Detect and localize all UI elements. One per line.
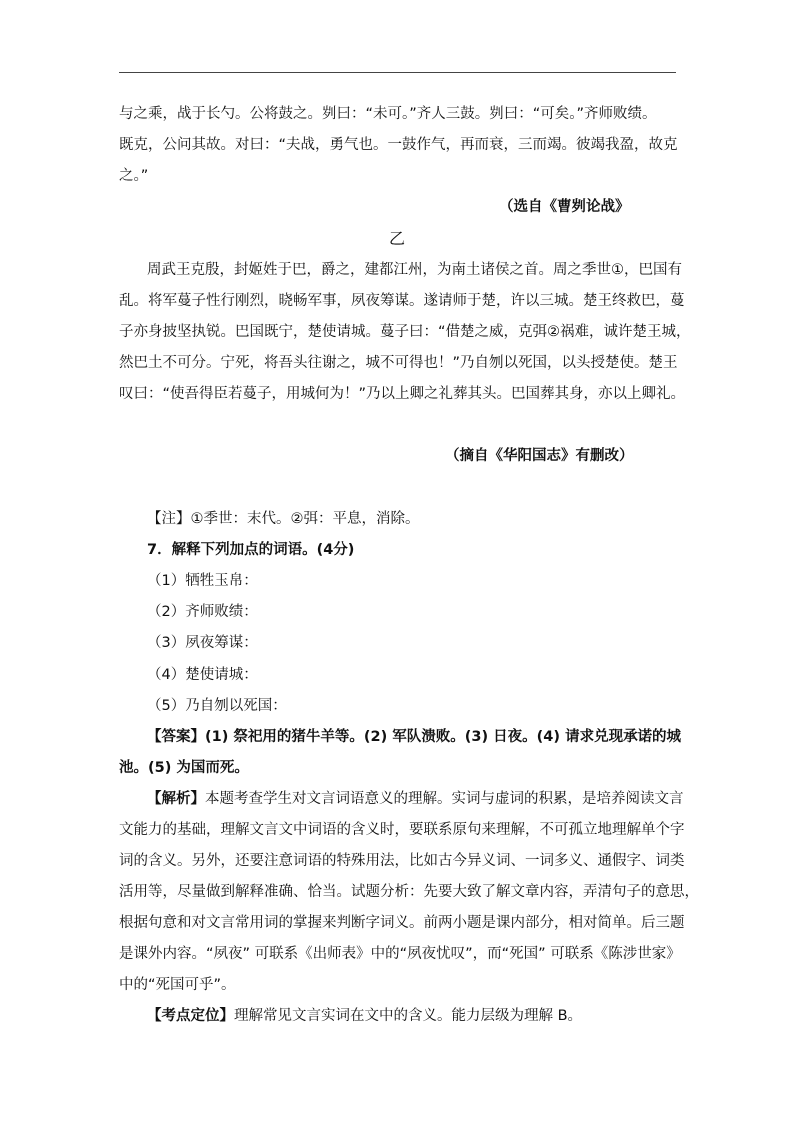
passage-jia-source: （选自《曹刿论战》 xyxy=(499,199,630,215)
question-item-2: （2）齐师败绩： xyxy=(147,604,258,620)
passage-yi-line-3: 子亦身披坚执锐。巴国既宁，楚使请城。蔓子曰：“借楚之威，克弭②祸难，诚许楚王城， xyxy=(119,324,691,340)
analysis-line-5: 根据句意和对文言常用词的掌握来判断字词义。前两小题是课内部分，相对简单。后三题 xyxy=(119,915,685,931)
analysis-text-1: 本题考查学生对文言词语意义的理解。实词与虚词的积累，是培养阅读文言 xyxy=(205,791,684,807)
answer-label: 【答案】 xyxy=(147,729,205,745)
analysis-line-1 xyxy=(147,789,684,809)
analysis-line-3: 词的含义。另外，还要注意词语的特殊用法，比如古今异义词、一词多义、通假字、词类 xyxy=(119,853,685,869)
question-item-4: （4）楚使请城： xyxy=(147,667,258,683)
answer-text-1: (1) 祭祀用的猪牛羊等。(2) 军队溃败。(3) 日夜。(4) 请求兑现承诺的城 xyxy=(205,729,682,745)
header-rule xyxy=(119,72,676,73)
answer-line-1 xyxy=(147,727,681,747)
passage-yi-line-2: 乱。将军蔓子性行刚烈，晓畅军事，夙夜筹谋。遂请师于楚，许以三城。楚王终救巴，蔓 xyxy=(119,293,685,309)
analysis-line-4: 活用等，尽量做到解释准确、恰当。试题分析：先要大致了解文章内容，弄清句子的意思， xyxy=(119,884,699,900)
passage-yi-heading: 乙 xyxy=(388,229,405,248)
passage-yi-line-1: 周武王克殷，封姬姓于巴，爵之，建都江州，为南土诸侯之首。周之季世①，巴国有 xyxy=(147,262,682,278)
kaodian-text: 理解常见文言实词在文中的含义。能力层级为理解 B。 xyxy=(234,1008,583,1024)
passage-yi-source: （摘自《华阳国志》有删改） xyxy=(445,448,634,464)
question-item-5: （5）乃自刎以死国： xyxy=(147,698,287,714)
kaodian-label: 【考点定位】 xyxy=(147,1008,234,1024)
passage-jia-line-1: 与之乘，战于长勺。公将鼓之。刿曰：“未可。”齐人三鼓。刿曰：“可矣。”齐师败绩。 xyxy=(119,106,657,122)
passage-jia-line-3: 之。” xyxy=(119,168,149,184)
answer-line-2: 池。(5) 为国而死。 xyxy=(119,760,249,776)
question-item-3: （3）夙夜筹谋： xyxy=(147,635,258,651)
question-title: 7．解释下列加点的词语。(4分) xyxy=(147,542,355,558)
note: 【注】①季世：末代。②弭：平息，消除。 xyxy=(147,511,420,527)
passage-yi-line-5: 叹曰：“使吾得臣若蔓子，用城何为！”乃以上卿之礼葬其头。巴国葬其身，亦以上卿礼。 xyxy=(119,386,686,402)
passage-yi-line-4: 然巴土不可分。宁死，将吾头往谢之，城不可得也！”乃自刎以死国，以头授楚使。楚王 xyxy=(119,355,678,371)
analysis-line-2: 文能力的基础，理解文言文中词语的含义时，要联系原句来理解，不可孤立地理解单个字 xyxy=(119,822,685,838)
analysis-line-7: 中的“死国可乎”。 xyxy=(119,977,236,993)
question-item-1: （1）牺牲玉帛： xyxy=(147,573,258,589)
passage-jia-line-2: 既克，公问其故。对曰：“夫战，勇气也。一鼓作气，再而衰，三而竭。彼竭我盈，故克 xyxy=(119,137,678,153)
kaodian-line xyxy=(147,1006,582,1026)
analysis-label: 【解析】 xyxy=(147,791,205,807)
analysis-line-6: 是课外内容。“夙夜” 可联系《出师表》中的“夙夜忧叹”，而“死国” 可联系《陈涉世家》 xyxy=(119,946,681,962)
